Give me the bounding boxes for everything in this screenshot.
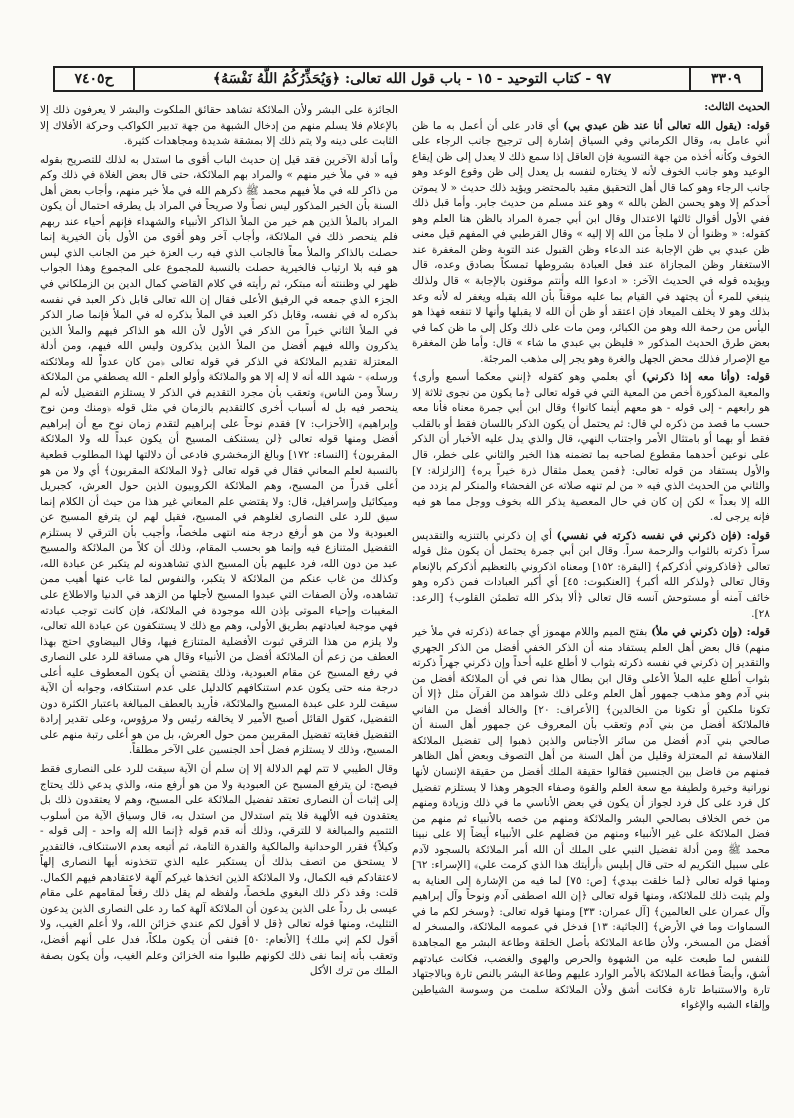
paragraph <box>412 119 770 368</box>
running-header <box>53 66 763 92</box>
lemma-heading: قوله: (وأنا معه إذا ذكرني) <box>641 371 770 384</box>
paragraph <box>412 625 770 1014</box>
text-columns <box>40 100 770 1100</box>
paragraph-text: بفتح الميم واللام مهموز أي جماعة (ذكرته في ملأ خير منهم) قال بعض أهل العلم يستفاد منه أن الذكر الخفي أفضل من الذكر الجهري والتقدير إن ذكرني في نفسه ذكرته بثواب لا أطلع عليه أحداً وإن ذكرني جهراً ذكرته بثواب أطلع عليه الملأ الأعلى وقال ابن بطال هذا نص في أن الملائكة أفضل من بني آدم وهو مذهب جمهور أهل العلم وعلى ذلك شواهد من القرآن مثل ﴿إلا أن تكونا ملكين أو تكونا من الخالدين﴾ [الأعراف: ٢٠] والخالد أفضل من الفاني فالملائكة أفضل من بني آدم وتعقب بأن المعروف عن جمهور أهل السنة أن صالحي بني آدم أفضل من سائر الأجناس والذين ذهبوا إلى تفضيل الملائكة الفلاسفة ثم المعتزلة وقليل من أهل السنة من أهل التصوف وبعض أهل الظاهر فمنهم من فاضل بين الجنسين فقالوا حقيقة الملك أفضل من حقيقة الإنسان لأنها نورانية وخيرة ولطيفة مع سعة العلم والقوة وصفاء الجوهر وهذا لا يستلزم تفضيل كل فرد على كل فرد لجواز أن يكون في بعض الأناسي ما في ذلك وزيادة ومنهم من خص الخلاف بصالحي البشر والملائكة ومنهم من خصه بالأنبياء ثم منهم من فضل الملائكة على غير الأنبياء ومنهم من فضلهم على الأنبياء أيضاً إلا على نبينا محمد ﷺ ومن أدلة تفضيل النبي على الملك أن الله أمر الملائكة بالسجود لآدم على سبيل التكريم له حتى قال إبليس ﴿أرأيتك هذا الذي كرمت علي﴾ [الإسراء: ٦٢] ومنها قوله تعالى ﴿لما خلقت بيدي﴾ [ص: ٧٥] لما فيه من الإشارة إلى العناية به ولم يثبت ذلك للملائكة، ومنها قوله تعالى ﴿إن الله اصطفى آدم ونوحاً وآل إبراهيم وآل عمران على العالمين﴾ [آل عمران: ٣٣] ومنها قوله تعالى: ﴿وسخر لكم ما في السماوات وما في الأرض﴾ [الجاثية: ١٣] فدخل في عمومه الملائكة، والمسخر له أفضل من المسخر، ولأن طاعة الملائكة بأصل الخلقة وطاعة البشر مع المجاهدة للنفس لما طبعت عليه من الشهوة والحرص والهوى والغضب، فكانت عبادتهم أشق، وأيضاً فطاعة الملائكة بالأمر الوارد عليهم وطاعة البشر بالنص تارة وبالاجتهاد تارة والاستنباط تارة فكانت أشق ولأن الملائكة سلمت من وسوسة الشياطين وإلقاء الشبه والإغواء <box>412 626 770 1012</box>
paragraph <box>40 762 398 980</box>
paragraph-text: أي بعلمي وهو كقوله ﴿إنني معكما أسمع وأرى﴾ والمعية المذكورة أخص من المعية التي في قوله تعالى ﴿ما يكون من نجوى ثلاثة إلا هو رابعهم - إلى قوله - هو معهم أينما كانوا﴾ وقال ابن أبي جمرة معناه فأنا معه حسب ما قصد من ذكره لي قال: ثم يحتمل أن يكون الذكر باللسان فقط أو بالقلب فقط أو بهما أو بامتثال الأمر واجتناب النهي، قال والذي يدل عليه الأخبار أن الذكر على نوعين أحدهما مقطوع لصاحبه بما تضمنه هذا الخبر والثاني على خطر، قال والأول يستفاد من قوله تعالى: ﴿فمن يعمل مثقال ذرة خيراً يره﴾ [الزلزلة: ٧] والثاني من الحديث الذي فيه « من لم تنهه صلاته عن الفحشاء والمنكر لم يزدد من الله إلا بعداً » لكن إن كان في حال المعصية يذكر الله بخوف ووجل مما هو فيه فإنه يرجى له. <box>412 371 770 524</box>
lemma-heading: قوله: (وإن ذكرني في ملأ) <box>651 626 770 639</box>
paragraph-text: أي إن ذكرني بالتنزيه والتقديس سراً ذكرته بالثواب والرحمة سراً. وقال ابن أبي جمرة يحتمل أن يكون مثل قوله تعالى ﴿فاذكروني أذكركم﴾ [البقرة: ١٥٢] ومعناه اذكروني بالتعظيم أذكركم بالإنعام وقال تعالى ﴿ولذكر الله أكبر﴾ [العنكبوت: ٤٥] أي أكبر العبادات فمن ذكره وهو خائف آمنه أو مستوحش آنسه قال تعالى ﴿ألا بذكر الله تطمئن القلوب﴾ [الرعد: ٢٨]. <box>412 529 770 620</box>
paragraph <box>40 153 398 759</box>
left-column <box>40 100 398 1100</box>
section-heading: الحديث الثالث: <box>704 101 770 113</box>
paragraph <box>412 370 770 525</box>
hadith-number: ح٧٤٠٥ <box>55 68 135 90</box>
paragraph-text: أي قادر على أن أعمل به ما ظن أني عامل به، وقال الكرماني وفي السياق إشارة إلى ترجيح جانب الرجاء على الخوف وكأنه أخذه من جهة التسوية فإن العاقل إذا سمع ذلك لا يعدل إلى ظن إيقاع الوعيد وهو جانب الخوف لأنه لا يختاره لنفسه بل يعدل إلى ظن وقوع الوعد وهو جانب الرجاء وهو كما قال أهل التحقيق مقيد بالمحتضر ويؤيد ذلك حديث « لا يموتن أحدكم إلا وهو يحسن الظن بالله » وهو عند مسلم من حديث جابر. وأما قبل ذلك ففي الأول أقوال ثالثها الاعتدال وقال ابن أبي جمرة المراد بالظن هنا العلم وهو كقوله: « وظنوا أن لا ملجأ من الله إلا إليه » وقال القرطبي في المفهم قيل معنى ظن عبدي بي ظن الإجابة عند الدعاء وظن القبول عند التوبة وظن المغفرة عند الاستغفار وظن المجازاة عند فعل العبادة بشروطها تمسكاً بصادق وعده، قال ويؤيده قوله في الحديث الآخر: « ادعوا الله وأنتم موقنون بالإجابة » قال ولذلك ينبغي للمرء أن يجتهد في القيام بما عليه موقناً بأن الله يقبله ويغفر له لأنه وعد بذلك وهو لا يخلف الميعاد فإن اعتقد أو ظن أن الله لا يقبلها وأنها لا تنفعه فهذا هو اليأس من رحمة الله وهو من الكبائر، ومن مات على ذلك وكل إلى ما ظن كما في بعض طرق الحديث المذكور « فليظن بي عبدي ما شاء » قال: وأما ظن المغفرة مع الإصرار فذلك محض الجهل والغرة وهو يجر إلى مذهب المرجئة. <box>412 119 770 365</box>
paragraph <box>40 103 398 150</box>
right-column <box>412 100 770 1100</box>
paragraph <box>412 529 770 622</box>
paragraph-text: وأما أدلة الآخرين فقد قيل إن حديث الباب أقوى ما استدل به لذلك للتصريح بقوله فيه « في ملأ خير منهم » والمراد بهم الملائكة، حتى قال بعض الغلاة في ذلك وكم من ذاكر لله في ملأ فيهم محمد ﷺ ذكرهم الله في ملأ خير منهم، وأجاب بعض أهل السنة بأن الخبر المذكور ليس نصاً ولا صريحاً في المراد بل يطرقه احتمال أن يكون المراد بالملأ الذين هم خير من الملأ الذاكر الأنبياء والشهداء فإنهم أحياء عند ربهم فلم ينحصر ذلك في الملائكة، وأجاب آخر وهو أقوى من الأول بأن الخيرية إنما حصلت بالذاكر والملأ معاً فالجانب الذي فيه رب العزة خير من الجانب الذي ليس هو فيه بلا ارتياب فالخيرية حصلت بالنسبة للمجموع على المجموع وهذا الجواب ظهر لي وظننته أنه مبتكر، ثم رأيته في كلام القاضي كمال الدين بن الزملكاني في الجزء الذي جمعه في الرفيق الأعلى فقال إن الله تعالى قابل ذكر العبد في نفسه بذكره له في نفسه، وقابل ذكر العبد في الملأ بذكره له في الملأ فإنما صار الذكر في الملأ الثاني خيراً من الذكر في الأول لأن الله هو الذاكر فيهم والملأ الذين يذكرون والله فيهم أفضل من الملأ الذين يذكرون وليس الله فيهم، ومن أدلة المعتزلة تقديم الملائكة في الذكر في قوله تعالى ﴿من كان عدواً لله وملائكته ورسله﴾ - شهد الله أنه لا إله إلا هو والملائكة وأولو العلم - الله يصطفي من الملائكة رسلاً ومن الناس﴾ وتعقب بأن مجرد التقديم في الذكر لا يستلزم التفضيل لأنه لم ينحصر فيه بل له أسباب أخرى كالتقديم بالزمان في مثل قوله ﴿ومنك ومن نوح وإبراهيم﴾ [الأحزاب: ٧] فقدم نوحاً على إبراهيم لتقدم زمان نوح مع أن إبراهيم أفضل ومنها قوله تعالى ﴿لن يستنكف المسيح أن يكون عبداً لله ولا الملائكة المقربون﴾ [النساء: ١٧٢] وبالغ الزمخشري فادعى أن دلالتها لهذا المطلوب قطعية بالنسبة لعلم المعاني فقال في قوله تعالى ﴿ولا الملائكة المقربون﴾ أي ولا من هو أعلى قدراً من المسيح، وهم الملائكة الكروبيون الذين حول العرش، كجبريل وميكائيل وإسرافيل، قال: ولا يقتضي علم المعاني غير هذا من حيث أن الكلام إنما سيق للرد على النصارى لغلوهم في المسيح، فقيل لهم لن يترفع المسيح عن العبودية ولا من هو أرفع درجة منه انتهى ملخصاً، وأجيب بأن الترقي لا يستلزم التفضيل المتنازع فيه وإنما هو بحسب المقام، وذلك أن كلاً من الملائكة والمسيح عبد من دون الله، فرد عليهم بأن المسيح الذي تشاهدونه لم يتكبر عن عبادة الله، وكذلك من غاب عنكم من الملائكة لا يتكبر، والنفوس لما غاب عنها أهيب ممن تشاهده، ولأن الصفات التي عبدوا المسيح لأجلها من الزهد في الدنيا والاطلاع على المغيبات وإحياء الموتى بإذن الله موجودة في الملائكة، فإن كانت توجب عبادته فهي موجبة لعبادتهم بطريق الأولى، وهم مع ذلك لا يستنكفون عن عبادة الله تعالى، ولا يلزم من هذا الترقي ثبوت الأفضلية المتنازع فيها، وقال البيضاوي احتج بهذا العطف من زعم أن الملائكة أفضل من الأنبياء وقال هي مساقة للرد على النصارى في رفع المسيح عن مقام العبودية، وذلك يقتضي أن يكون المعطوف عليه أعلى درجة منه حتى يكون عدم استنكافهم كالدليل على عدم استنكافه، وجوابه أن الآية سيقت للرد على عبدة المسيح والملائكة، فأريد بالعطف المبالغة باعتبار الكثرة دون التفضيل، كقول القائل أصبح الأمير لا يخالفه رئيس ولا مرؤوس، وعلى تقدير إرادة التفضيل فغايته تفضيل المقربين ممن حول العرش، بل من هو أعلى رتبة منهم على المسيح، وذلك لا يستلزم فضل أحد الجنسين على الآخر مطلقاً. <box>40 153 398 757</box>
paragraph-text: وقال الطيبي لا تتم لهم الدلالة إلا إن سلم أن الآية سيقت للرد على النصارى فقط فيصح: لن يترفع المسيح عن العبودية ولا من هو أرفع منه، والذي يدعي ذلك يحتاج إلى إثبات أن النصارى تعتقد تفضيل الملائكة على المسيح، وهم لا يعتقدون ذلك بل يعتقدون فيه الألهية فلا يتم استدلال من استدل به، قال وسياق الآية من أسلوب التتميم والمبالغة لا للترقي، وذلك أنه قدم قوله ﴿إنما الله إله واحد - إلى قوله - وكيلاً﴾ فقرر الوحدانية والمالكية والقدرة التامة، ثم أتبعه بعدم الاستنكاف، فالتقدير لا يستحق من اتصف بذلك أن يستكبر عليه الذي تتخذونه أيها النصارى إلهاً لاعتقادكم فيه الكمال، ولا الملائكة الذين اتخذها غيركم آلهة لاعتقادهم فيهم الكمال. قلت: وقد ذكر ذلك البغوي ملخصاً، ولفظه لم يقل ذلك رفعاً لمقامهم على مقام عيسى بل رداً على الذين يدعون أن الملائكة آلهة كما رد على النصارى الذين يدعون التثليث، ومنها قوله تعالى ﴿قل لا أقول لكم عندي خزائن الله، ولا أعلم الغيب، ولا أقول لكم إني ملك﴾ [الأنعام: ٥٠] فنفى أن يكون ملكاً، فدل على أنهم أفضل، وتعقب بأنه إنما نفى ذلك لكونهم طلبوا منه الخزائن وعلم الغيب، وأن يكون بصفة الملك من ترك الأكل <box>40 762 398 978</box>
page-number: ٣٣٠٩ <box>689 68 761 90</box>
running-title: ٩٧ - كتاب التوحيد - ١٥ - باب قول الله تعالى: ﴿وَيُحَذِّرُكُمُ اللَّهُ نَفْسَهُ﴾ <box>212 71 612 87</box>
lemma-heading: قوله: (يقول الله تعالى أنا عند ظن عبدي بي) <box>563 119 770 132</box>
paragraph-text: الجائزة على البشر ولأن الملائكة تشاهد حقائق الملكوت والبشر لا يعرفون ذلك إلا بالإعلام فلا يسلم منهم من إدخال الشبهة من جهة تدبير الكواكب وحركة الأفلاك إلا الثابت على دينه ولا يتم ذلك إلا بمشقة شديدة ومجاهدات كثيرة. <box>40 104 398 148</box>
lemma-heading: قوله: (فإن ذكرني في نفسه ذكرته في نفسي) <box>556 529 770 542</box>
